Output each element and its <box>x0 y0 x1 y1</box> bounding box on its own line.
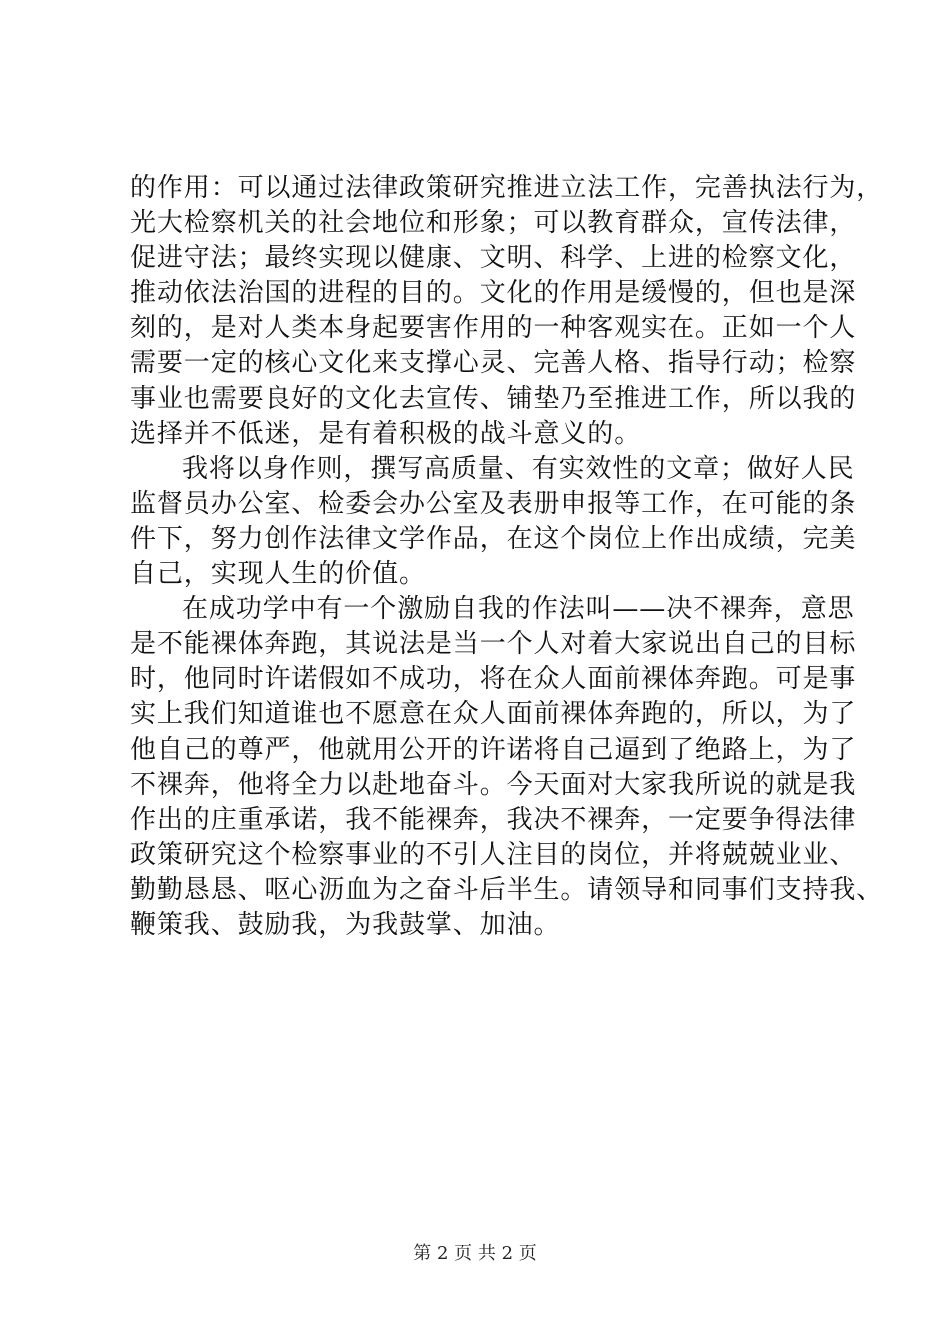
paragraph-2 <box>130 452 857 592</box>
page-number-footer: 第 2 页 共 2 页 <box>413 1243 537 1264</box>
text-line: 不裸奔，他将全力以赴地奋斗。今天面对大家我所说的就是我 <box>130 769 857 800</box>
text-line: 他自己的尊严，他就用公开的许诺将自己逼到了绝路上，为了 <box>130 734 857 765</box>
text-line: 选择并不低迷，是有着积极的战斗意义的。 <box>130 418 642 449</box>
text-line: 事业也需要良好的文化去宣传、铺垫乃至推进工作，所以我的 <box>130 383 857 414</box>
text-line: 促进守法；最终实现以健康、文明、科学、上进的检察文化， <box>130 243 857 274</box>
text-line: 实上我们知道谁也不愿意在众人面前裸体奔跑的，所以，为了 <box>130 699 857 730</box>
text-line: 在成功学中有一个激励自我的作法叫——决不裸奔，意思 <box>182 594 855 625</box>
paragraph-1 <box>130 171 884 452</box>
text-line: 时，他同时许诺假如不成功，将在众人面前裸体奔跑。可是事 <box>130 664 857 695</box>
text-line: 勤勤恳恳、呕心沥血为之奋斗后半生。请领导和同事们支持我、 <box>130 874 884 905</box>
text-line: 监督员办公室、检委会办公室及表册申报等工作，在可能的条 <box>130 488 857 519</box>
document-body <box>130 171 884 943</box>
text-line: 政策研究这个检察事业的不引人注目的岗位，并将兢兢业业、 <box>130 839 857 870</box>
text-line: 鞭策我、鼓励我，为我鼓掌、加油。 <box>130 909 561 940</box>
text-line: 我将以身作则，撰写高质量、有实效性的文章；做好人民 <box>182 453 855 484</box>
paragraph-3 <box>130 592 884 943</box>
text-line: 的作用：可以通过法律政策研究推进立法工作，完善执法行为， <box>130 173 884 203</box>
text-line: 作出的庄重承诺，我不能裸奔，我决不裸奔，一定要争得法律 <box>130 804 857 835</box>
text-line: 自己，实现人生的价值。 <box>130 559 426 590</box>
text-line: 光大检察机关的社会地位和形象；可以教育群众，宣传法律， <box>130 208 857 239</box>
text-line: 件下，努力创作法律文学作品，在这个岗位上作出成绩，完美 <box>130 523 857 554</box>
text-line: 推动依法治国的进程的目的。文化的作用是缓慢的，但也是深 <box>130 278 857 309</box>
text-line: 刻的，是对人类本身起要害作用的一种客观实在。正如一个人 <box>130 313 857 344</box>
text-line: 是不能裸体奔跑，其说法是当一个人对着大家说出自己的目标 <box>130 629 857 660</box>
text-line: 需要一定的核心文化来支撑心灵、完善人格、指导行动；检察 <box>130 348 857 379</box>
